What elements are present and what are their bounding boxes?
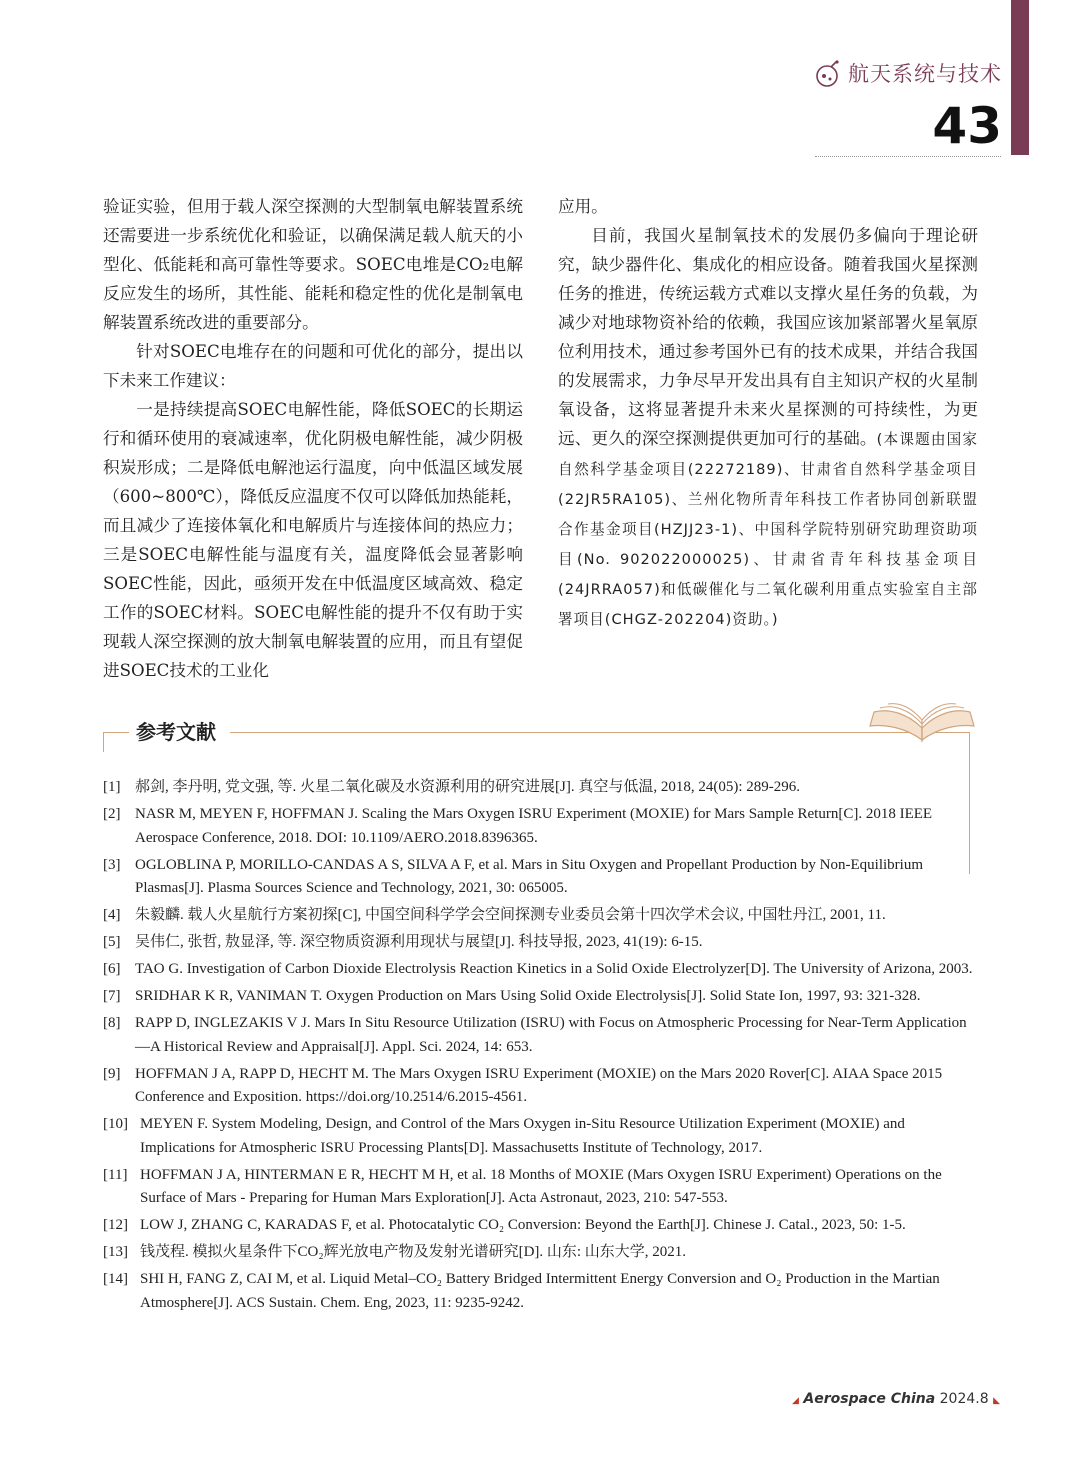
reference-text: 朱毅麟. 载人火星航行方案初探[C], 中国空间科学学会空间探测专业委员会第十四次学术会议, 中国牡丹江, 2001, 11. bbox=[135, 907, 886, 923]
page-number: 43 bbox=[932, 97, 1002, 155]
reference-text: TAO G. Investigation of Carbon Dioxide Electrolysis Reaction Kinetics in a Solid Oxide Electrolyzer[D]. The University of Arizona, 2003. bbox=[135, 961, 973, 977]
references-frame bbox=[230, 732, 970, 733]
reference-text: LOW J, ZHANG C, KARADAS F, et al. Photocatalytic CO₂ Conversion: Beyond the Earth[J]. Chinese J. Catal., 2023, 50: 1-5. bbox=[140, 1217, 906, 1233]
reference-number: [2] bbox=[103, 806, 121, 822]
mars-rover-icon bbox=[815, 60, 841, 88]
reference-item bbox=[103, 803, 979, 850]
page-footer bbox=[792, 1391, 1000, 1407]
reference-text: 郝剑, 李丹明, 党文强, 等. 火星二氧化碳及水资源利用的研究进展[J]. 真空与低温, 2018, 24(05): 289-296. bbox=[135, 779, 800, 795]
reference-text: HOFFMAN J A, RAPP D, HECHT M. The Mars Oxygen ISRU Experiment (MOXIE) on the Mars 2020 Rover[C]. AIAA Space 2015 Conference and Exposition. https://doi.org/10.2514/6.2015-4561. bbox=[135, 1065, 943, 1105]
reference-number: [5] bbox=[103, 934, 121, 950]
references-frame bbox=[103, 732, 129, 733]
open-book-icon bbox=[866, 700, 978, 745]
reference-text: NASR M, MEYEN F, HOFFMAN J. Scaling the Mars Oxygen ISRU Experiment (MOXIE) for Mars Sample Return[C]. 2018 IEEE Aerospace Conference, 2018. DOI: 10.1109/AERO.2018.8396365. bbox=[135, 806, 933, 846]
reference-item bbox=[103, 931, 979, 955]
reference-item bbox=[103, 776, 979, 800]
references-title: 参考文献 bbox=[136, 720, 216, 744]
issue-number: 2024.8 bbox=[939, 1391, 989, 1407]
reference-text: HOFFMAN J A, HINTERMAN E R, HECHT M H, et al. 18 Months of MOXIE (Mars Oxygen ISRU Experiment) Operations on the Surface of Mars - Preparing for Human Mars Exploration[J]. Acta Astronaut, 2023, 210: 547-553. bbox=[140, 1166, 942, 1206]
paragraph bbox=[558, 221, 978, 634]
reference-item bbox=[103, 1214, 979, 1238]
reference-text: 钱茂程. 模拟火星条件下CO₂辉光放电产物及发射光谱研究[D]. 山东: 山东大学, 2021. bbox=[140, 1244, 687, 1260]
reference-text: 吴伟仁, 张哲, 敖显泽, 等. 深空物质资源利用现状与展望[J]. 科技导报, 2023, 41(19): 6-15. bbox=[135, 934, 703, 950]
triangle-left-icon: ◢ bbox=[792, 1396, 799, 1406]
reference-text: SHI H, FANG Z, CAI M, et al. Liquid Metal–CO₂ Battery Bridged Intermittent Energy Conversion and O₂ Production in the Martian Atmosphere[J]. ACS Sustain. Chem. Eng, 2023, 11: 9235-9242. bbox=[140, 1271, 940, 1311]
funding-note: (本课题由国家自然科学基金项目(22272189)、甘肃省自然科学基金项目(22JR5RA105)、兰州化物所青年科技工作者协同创新联盟合作基金项目(HZJJ23-1)、中国科学院特别研究助理资助项目(No. 902022000025)、甘肃省青年科技基金项目(24JRRA057)和低碳催化与二氧化碳利用重点实验室自主部署项目(CHGZ-202204)资助。) bbox=[558, 431, 978, 628]
reference-item bbox=[103, 1113, 979, 1160]
reference-number: [6] bbox=[103, 961, 121, 977]
header-divider bbox=[815, 156, 1001, 157]
body-column-right bbox=[558, 192, 978, 634]
reference-number: [14] bbox=[103, 1271, 128, 1287]
reference-item bbox=[103, 985, 979, 1009]
references-frame bbox=[103, 732, 104, 752]
reference-number: [12] bbox=[103, 1217, 128, 1233]
reference-text: OGLOBLINA P, MORILLO-CANDAS A S, SILVA A F, et al. Mars in Situ Oxygen and Propellant Production by Non-Equilibrium Plasmas[J]. Plasma Sources Science and Technology, 2021, 30: 065005. bbox=[135, 856, 923, 896]
reference-item bbox=[103, 1268, 979, 1315]
header-color-tab bbox=[1011, 0, 1029, 155]
paragraph-text: 目前，我国火星制氧技术的发展仍多偏向于理论研究，缺少器件化、集成化的相应设备。随着我国火星探测任务的推进，传统运载方式难以支撑火星任务的负载，为减少对地球物资补给的依赖，我国应该加紧部署火星氧原位利用技术，通过参考国外已有的技术成果，并结合我国的发展需求，力争尽早开发出具有自主知识产权的火星制氧设备，这将显著提升未来火星探测的可持续性，为更远、更久的深空探测提供更加可行的基础。 bbox=[558, 226, 978, 448]
reference-number: [4] bbox=[103, 907, 121, 923]
reference-item bbox=[103, 854, 979, 901]
reference-item bbox=[103, 958, 979, 982]
reference-text: SRIDHAR K R, VANIMAN T. Oxygen Production on Mars Using Solid Oxide Electrolysis[J]. Solid State Ion, 1997, 93: 321-328. bbox=[135, 988, 921, 1004]
reference-item bbox=[103, 1241, 979, 1265]
reference-item bbox=[103, 1012, 979, 1059]
reference-number: [11] bbox=[103, 1166, 128, 1183]
reference-text: MEYEN F. System Modeling, Design, and Control of the Mars Oxygen in-Situ Resource Utilization Experiment (MOXIE) and Implications for Atmospheric ISRU Processing Plants[D]. Massachusetts Institute of Technology, 2017. bbox=[140, 1116, 905, 1156]
reference-number: [10] bbox=[103, 1116, 128, 1132]
reference-item bbox=[103, 1164, 979, 1211]
triangle-right-icon: ◣ bbox=[993, 1396, 1000, 1406]
body-column-left bbox=[103, 192, 523, 685]
reference-number: [1] bbox=[103, 779, 121, 795]
reference-number: [8] bbox=[103, 1015, 121, 1031]
reference-number: [7] bbox=[103, 988, 121, 1004]
reference-number: [9] bbox=[103, 1065, 121, 1082]
reference-item bbox=[103, 1063, 979, 1110]
reference-number: [3] bbox=[103, 856, 121, 873]
publication-name: Aerospace China bbox=[803, 1391, 936, 1407]
reference-number: [13] bbox=[103, 1244, 128, 1260]
reference-item bbox=[103, 904, 979, 928]
paragraph: 验证实验，但用于载人深空探测的大型制氧电解装置系统还需要进一步系统优化和验证，以确保满足载人航天的小型化、低能耗和高可靠性等要求。SOEC电堆是CO₂电解反应发生的场所，其性能、能耗和稳定性的优化是制氧电解装置系统改进的重要部分。 bbox=[103, 197, 523, 332]
reference-text: RAPP D, INGLEZAKIS V J. Mars In Situ Resource Utilization (ISRU) with Focus on Atmospheric Processing for Near-Term Application—A Historical Review and Appraisal[J]. Appl. Sci. 2024, 14: 653. bbox=[135, 1015, 967, 1055]
paragraph: 针对SOEC电堆存在的问题和可优化的部分，提出以下未来工作建议： bbox=[103, 342, 523, 390]
section-name: 航天系统与技术 bbox=[848, 62, 1002, 86]
reference-list bbox=[103, 776, 979, 1319]
paragraph: 应用。 bbox=[558, 197, 608, 216]
paragraph: 一是持续提高SOEC电解性能，降低SOEC的长期运行和循环使用的衰减速率，优化阴极电解性能，减少阴极积炭形成；二是降低电解池运行温度，向中低温区域发展（600~800℃），降低反应温度不仅可以降低加热能耗，而且减少了连接体氧化和电解质片与连接体间的热应力；三是SOEC电解性能与温度有关，温度降低会显著影响SOEC性能，因此，亟须开发在中低温度区域高效、稳定工作的SOEC材料。SOEC电解性能的提升不仅有助于实现载人深空探测的放大制氧电解装置的应用，而且有望促进SOEC技术的工业化 bbox=[103, 400, 523, 680]
